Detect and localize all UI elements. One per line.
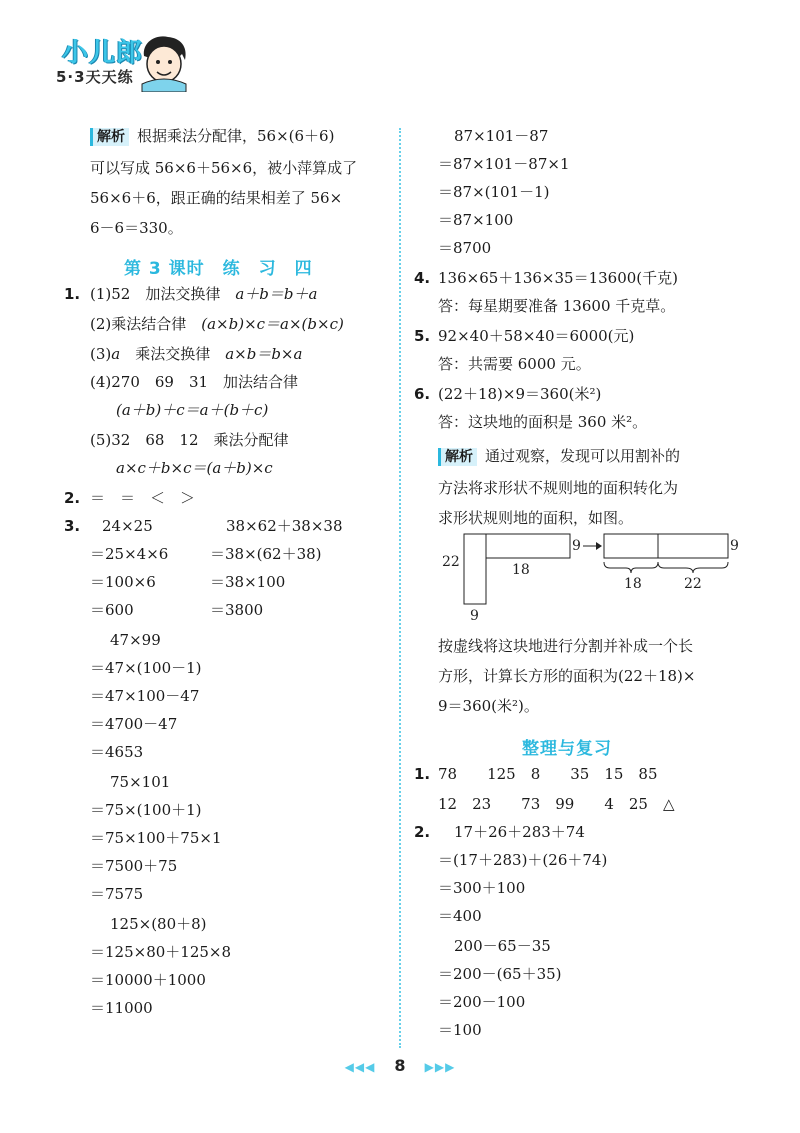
calc-line: ＝400 xyxy=(438,907,482,925)
jiexi-note-left: 解析 根据乘法分配律，56×(6＋6) xyxy=(90,126,334,146)
answer-line: ＝ ＝ ＜ ＞ xyxy=(90,489,196,507)
calc-line: ＝300＋100 xyxy=(438,879,526,897)
calc-line: ＝47×(100－1) xyxy=(90,659,202,677)
dim-left-right: 9 xyxy=(572,538,581,554)
left-arrows-icon: ◀◀◀ xyxy=(344,1060,376,1074)
answer-line: (1)52 加法交换律 a＋b＝b＋a xyxy=(90,285,318,303)
text-line: 9＝360(米²)。 xyxy=(438,697,539,715)
calc-line: ＝47×100－47 xyxy=(90,687,200,705)
formula-line: a×c＋b×c＝(a＋b)×c xyxy=(116,459,273,477)
answer-line: (2)乘法结合律 (a×b)×c＝a×(b×c) xyxy=(90,315,344,333)
dim-left-inner: 18 xyxy=(512,562,530,578)
answer-line: 12 23 73 99 4 25 △ xyxy=(438,795,675,813)
calc-line: ＝10000＋1000 xyxy=(90,971,206,989)
question-number: 1. xyxy=(414,765,431,783)
calc-line: 125×(80＋8) xyxy=(110,915,207,933)
dim-right-side: 9 xyxy=(730,538,739,554)
text-line: 按虚线将这块地进行分割并补成一个长 xyxy=(438,637,694,655)
dim-brace-b: 22 xyxy=(684,576,702,592)
calc-line: ＝8700 xyxy=(438,239,492,257)
question-number: 1. xyxy=(64,285,81,303)
text-line: 6－6＝330。 xyxy=(90,219,183,237)
calc-line: ＝125×80＋125×8 xyxy=(90,943,232,961)
question-number: 4. xyxy=(414,269,431,287)
text-line: 可以写成 56×6＋56×6，被小萍算成了 xyxy=(90,159,358,177)
calc-line: ＝200－(65＋35) xyxy=(438,965,562,983)
calc-line: ＝100×6 xyxy=(90,573,156,591)
calc-line: ＝75×100＋75×1 xyxy=(90,829,222,847)
calc-line: ＝87×100 xyxy=(438,211,514,229)
arrow-icon xyxy=(596,542,602,550)
dim-left-side: 22 xyxy=(442,554,460,570)
calc-line: 17＋26＋283＋74 xyxy=(454,823,585,841)
answer-line: 答：这块地的面积是 360 米²。 xyxy=(438,413,648,431)
area-diagram xyxy=(438,532,748,627)
text-line: 方形，计算长方形的面积为(22＋18)× xyxy=(438,667,696,685)
calc-line: 24×25 xyxy=(102,517,153,535)
jiexi-tag: 解析 xyxy=(438,448,477,466)
calc-line: ＝11000 xyxy=(90,999,153,1017)
right-arrows-icon: ▶▶▶ xyxy=(424,1060,456,1074)
column-divider xyxy=(399,128,401,1048)
calc-line: ＝600 xyxy=(90,601,134,619)
l-shape-horizontal xyxy=(486,534,570,558)
question-number: 2. xyxy=(414,823,431,841)
calc-line: ＝7575 xyxy=(90,885,144,903)
section-title: 第 3 课时 练 习 四 xyxy=(124,259,313,279)
formula-line: (a＋b)＋c＝a＋(b＋c) xyxy=(116,401,269,419)
section-title: 整理与复习 xyxy=(522,739,612,759)
calc-line: 47×99 xyxy=(110,631,161,649)
l-shape-vertical xyxy=(464,534,486,604)
calc-line: ＝3800 xyxy=(210,601,264,619)
calc-line: ＝87×(101－1) xyxy=(438,183,550,201)
brand-title: 小儿郎 xyxy=(62,38,144,68)
brace-b xyxy=(658,562,728,573)
question-number: 2. xyxy=(64,489,81,507)
calc-line: ＝75×(100＋1) xyxy=(90,801,202,819)
cartoon-boy-icon xyxy=(138,34,190,92)
calc-line: ＝38×100 xyxy=(210,573,286,591)
question-number: 6. xyxy=(414,385,431,403)
text-line: 56×6＋6，跟正确的结果相差了 56× xyxy=(90,189,343,207)
equation-line: 92×40＋58×40＝6000(元) xyxy=(438,327,635,345)
calc-line: ＝100 xyxy=(438,1021,482,1039)
calc-line: ＝(17＋283)＋(26＋74) xyxy=(438,851,608,869)
equation-line: 136×65＋136×35＝13600(千克) xyxy=(438,269,678,287)
brace-a xyxy=(604,562,658,573)
result-rectangle xyxy=(604,534,728,558)
answer-line: (3)a 乘法交换律 a×b＝b×a xyxy=(90,345,303,363)
page-footer xyxy=(0,1056,800,1075)
dim-brace-a: 18 xyxy=(624,576,642,592)
page-number: 8 xyxy=(394,1056,406,1075)
question-number: 3. xyxy=(64,517,81,535)
jiexi-note-right: 解析 通过观察，发现可以用割补的 xyxy=(438,446,680,466)
calc-line: ＝38×(62＋38) xyxy=(210,545,322,563)
calc-line: ＝87×101－87×1 xyxy=(438,155,570,173)
text-line: 方法将求形状不规则地的面积转化为 xyxy=(438,479,679,497)
calc-line: 75×101 xyxy=(110,773,171,791)
calc-line: ＝4653 xyxy=(90,743,144,761)
dim-left-bottom: 9 xyxy=(470,608,479,624)
calc-line: ＝4700－47 xyxy=(90,715,178,733)
brand-subtitle: 5·3天天练 xyxy=(56,68,134,86)
answer-line: 答：共需要 6000 元。 xyxy=(438,355,591,373)
equation-line: (22＋18)×9＝360(米²) xyxy=(438,385,602,403)
answer-line: (4)270 69 31 加法结合律 xyxy=(90,373,299,391)
answer-line: 答：每星期要准备 13600 千克草。 xyxy=(438,297,676,315)
answer-line: (5)32 68 12 乘法分配律 xyxy=(90,431,289,449)
calc-line: 87×101－87 xyxy=(454,127,549,145)
jiexi-tag: 解析 xyxy=(90,128,129,146)
calc-line: 38×62＋38×38 xyxy=(226,517,343,535)
calc-line: ＝25×4×6 xyxy=(90,545,169,563)
calc-line: ＝7500＋75 xyxy=(90,857,178,875)
calc-line: ＝200－100 xyxy=(438,993,526,1011)
question-number: 5. xyxy=(414,327,431,345)
text-line: 求形状规则地的面积，如图。 xyxy=(438,509,634,527)
calc-line: 200－65－35 xyxy=(454,937,551,955)
answer-line: 78 125 8 35 15 85 xyxy=(438,765,658,783)
